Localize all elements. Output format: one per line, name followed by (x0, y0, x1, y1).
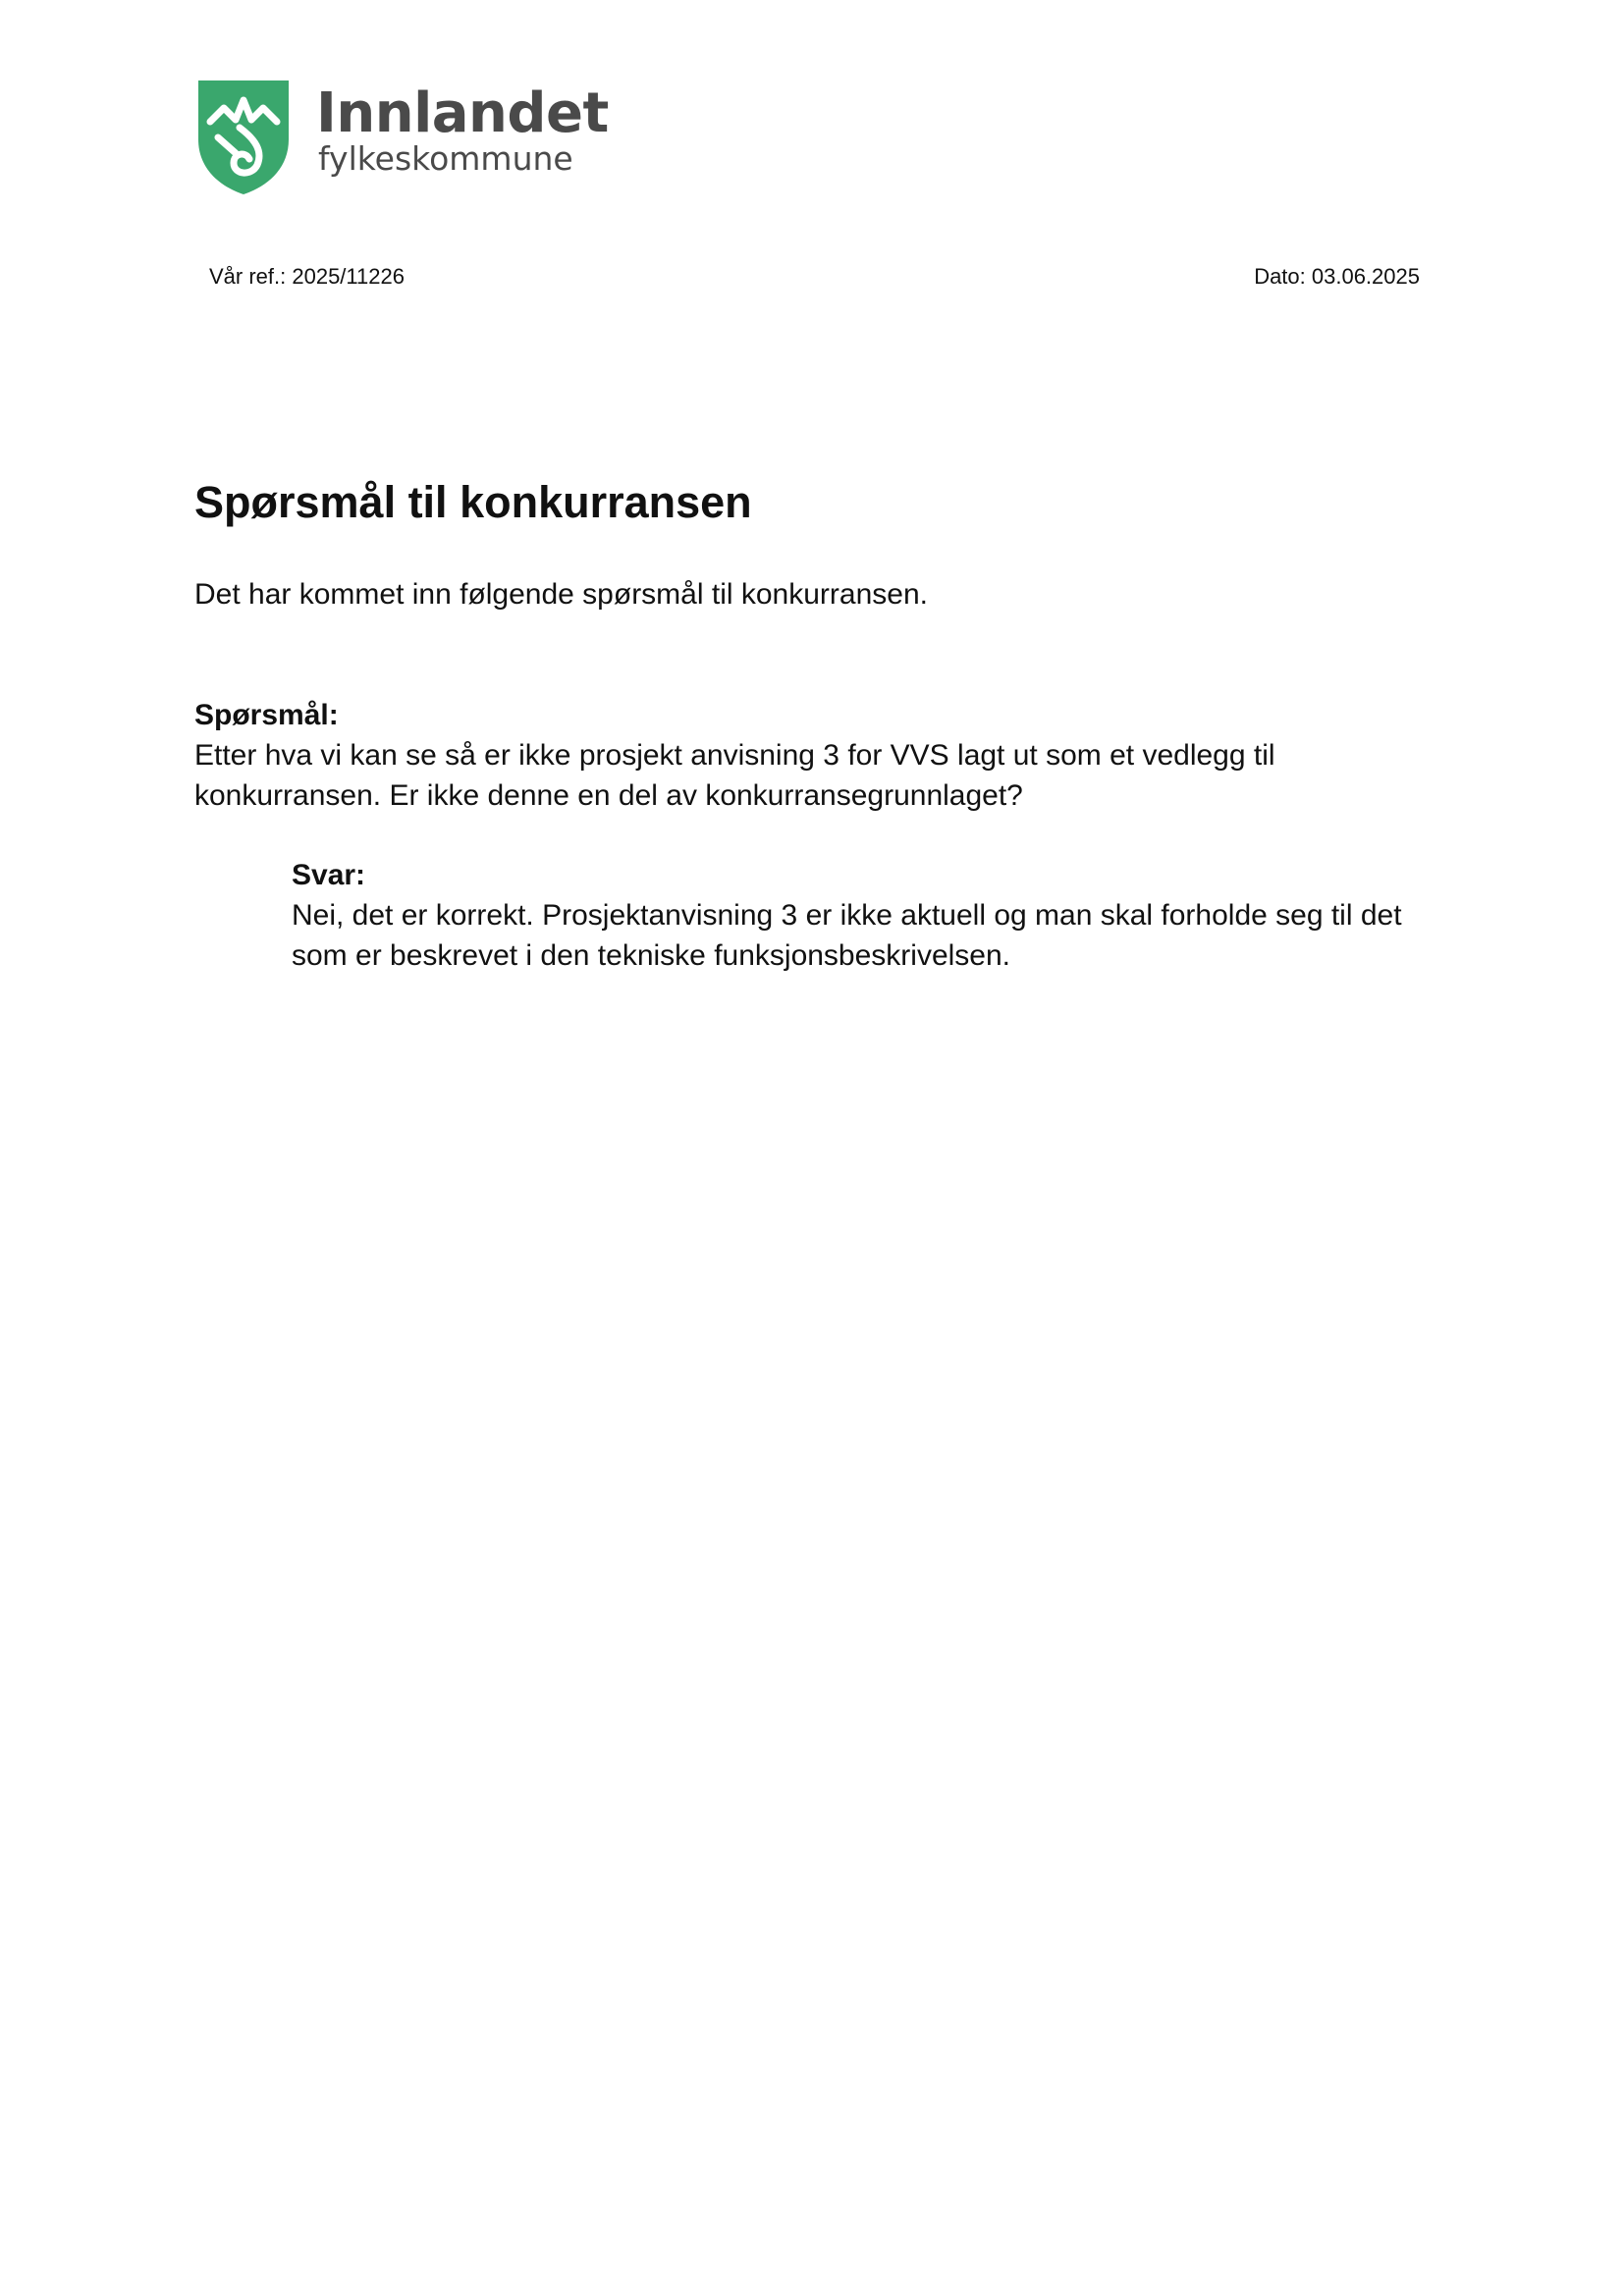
document-date: Dato: 03.06.2025 (1254, 264, 1420, 289)
question-text: Etter hva vi kan se så er ikke prosjekt anvisning 3 for VVS lagt ut som et vedlegg til konkurransen. Er ikke denne en del av konkurransegrunnlaget? (194, 739, 1275, 812)
organization-logo (196, 79, 609, 201)
answer-label: Svar: (292, 859, 366, 891)
logo-name-main: Innlandet (316, 81, 609, 145)
page-title: Spørsmål til konkurransen (194, 477, 752, 527)
question-label: Spørsmål: (194, 699, 339, 731)
innlandet-shield-icon (196, 79, 291, 196)
intro-paragraph: Det har kommet inn følgende spørsmål til konkurransen. (194, 578, 928, 611)
question-block (194, 695, 1333, 816)
answer-block (292, 855, 1450, 976)
logo-name-sub: fylkeskommune (318, 139, 573, 178)
answer-text: Nei, det er korrekt. Prosjektanvisning 3 er ikke aktuell og man skal forholde seg til det som er beskrevet i den tekniske funksjonsbeskrivelsen. (292, 899, 1402, 972)
reference-number: Vår ref.: 2025/11226 (209, 264, 405, 289)
